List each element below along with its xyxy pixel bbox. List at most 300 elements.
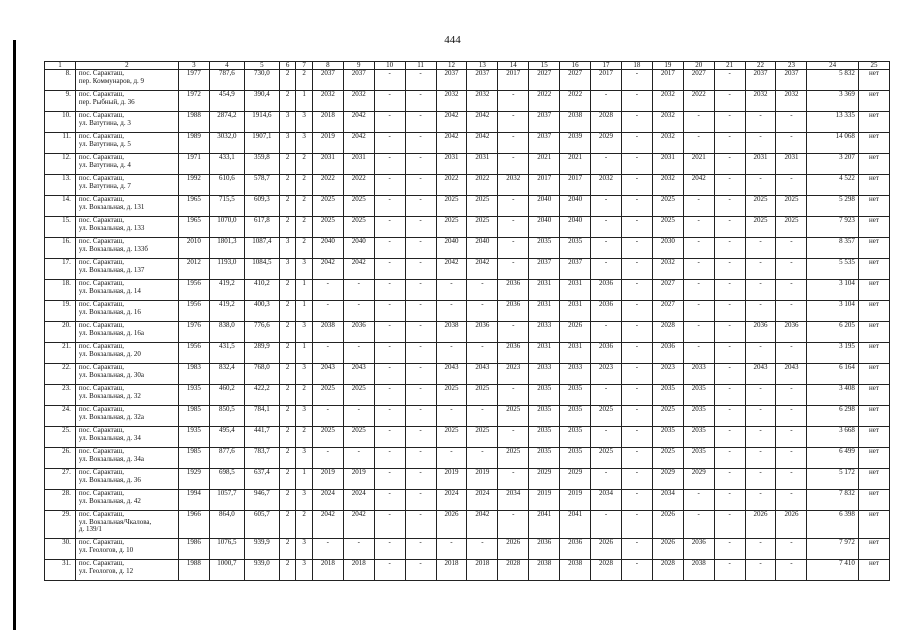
data-cell: - xyxy=(343,406,374,427)
address-cell: пос. Саракташ, ул. Ватутина, д. 7 xyxy=(75,175,178,196)
data-cell: - xyxy=(405,112,436,133)
data-cell: - xyxy=(343,539,374,560)
data-cell: 1 xyxy=(296,301,312,322)
data-cell: 2017 xyxy=(560,175,591,196)
data-cell: 2025 xyxy=(652,196,683,217)
data-cell: 2 xyxy=(279,385,295,406)
data-cell: 2027 xyxy=(652,280,683,301)
data-cell: 1956 xyxy=(178,343,209,364)
data-cell: - xyxy=(683,511,714,539)
data-cell: - xyxy=(591,469,622,490)
data-cell: 2036 xyxy=(591,280,622,301)
data-cell: 1000,7 xyxy=(209,560,244,581)
data-cell: - xyxy=(467,448,498,469)
table-row xyxy=(45,301,890,322)
cost-cell: 6 398 xyxy=(807,511,859,539)
data-cell: 2019 xyxy=(529,490,560,511)
data-cell: 2042 xyxy=(467,259,498,280)
data-cell: 2042 xyxy=(312,511,343,539)
data-cell: 2019 xyxy=(560,490,591,511)
data-cell: - xyxy=(621,427,652,448)
data-cell: 2032 xyxy=(745,91,776,112)
address-cell: пос. Саракташ, пер. Коммунаров, д. 9 xyxy=(75,70,178,91)
data-cell: - xyxy=(374,133,405,154)
data-cell: - xyxy=(436,406,467,427)
column-number: 9 xyxy=(343,62,374,70)
data-cell: - xyxy=(467,539,498,560)
data-cell: 838,0 xyxy=(209,322,244,343)
data-cell: - xyxy=(374,385,405,406)
data-cell: - xyxy=(621,490,652,511)
data-cell: 2025 xyxy=(436,427,467,448)
data-cell: - xyxy=(591,322,622,343)
data-cell: - xyxy=(776,133,807,154)
address-cell: пос. Саракташ, ул. Ватутина, д. 5 xyxy=(75,133,178,154)
data-cell: 419,2 xyxy=(209,301,244,322)
data-cell: 3 xyxy=(296,322,312,343)
data-cell: - xyxy=(621,280,652,301)
data-cell: 2024 xyxy=(343,490,374,511)
data-cell: 768,0 xyxy=(244,364,279,385)
data-cell: 2033 xyxy=(529,322,560,343)
data-cell: 2025 xyxy=(467,196,498,217)
column-number: 13 xyxy=(467,62,498,70)
data-cell: 2025 xyxy=(436,196,467,217)
address-cell: пос. Саракташ, ул. Вокзальная, д. 32 xyxy=(75,385,178,406)
data-cell: - xyxy=(714,406,745,427)
data-cell: - xyxy=(405,469,436,490)
table-row xyxy=(45,322,890,343)
data-cell: - xyxy=(374,511,405,539)
data-cell: 1076,5 xyxy=(209,539,244,560)
data-cell: 2025 xyxy=(312,196,343,217)
data-cell: - xyxy=(745,490,776,511)
data-cell: - xyxy=(374,322,405,343)
data-cell: 2036 xyxy=(343,322,374,343)
data-cell: 2040 xyxy=(560,196,591,217)
data-cell: - xyxy=(405,280,436,301)
table-row xyxy=(45,364,890,385)
data-cell: 776,6 xyxy=(244,322,279,343)
data-cell: 3 xyxy=(296,133,312,154)
data-cell: 1966 xyxy=(178,511,209,539)
cost-cell: 5 832 xyxy=(807,70,859,91)
data-cell: 2025 xyxy=(745,196,776,217)
data-cell: 2022 xyxy=(436,175,467,196)
data-cell: 2041 xyxy=(529,511,560,539)
data-cell: 2031 xyxy=(652,154,683,175)
data-cell: 2039 xyxy=(560,133,591,154)
data-cell: 2032 xyxy=(652,259,683,280)
column-number: 16 xyxy=(560,62,591,70)
table-row xyxy=(45,196,890,217)
data-cell: 2022 xyxy=(529,91,560,112)
page-number: 444 xyxy=(444,34,461,46)
data-cell: 2022 xyxy=(683,91,714,112)
column-number: 23 xyxy=(776,62,807,70)
data-cell: 2033 xyxy=(683,364,714,385)
data-cell: - xyxy=(714,175,745,196)
address-cell: пос. Саракташ, ул. Вокзальная, д. 16 xyxy=(75,301,178,322)
data-cell: 1 xyxy=(296,280,312,301)
data-cell: 2042 xyxy=(436,112,467,133)
data-cell: 850,5 xyxy=(209,406,244,427)
data-cell: - xyxy=(745,238,776,259)
data-cell: 2019 xyxy=(436,469,467,490)
data-cell: - xyxy=(498,322,529,343)
row-number: 14. xyxy=(45,196,76,217)
data-cell: - xyxy=(745,448,776,469)
data-cell: 2042 xyxy=(312,259,343,280)
data-cell: - xyxy=(745,539,776,560)
data-cell: - xyxy=(621,259,652,280)
data-cell: 390,4 xyxy=(244,91,279,112)
row-number: 23. xyxy=(45,385,76,406)
data-cell: 2026 xyxy=(560,322,591,343)
data-cell: 2042 xyxy=(467,112,498,133)
row-number: 16. xyxy=(45,238,76,259)
data-cell: 1956 xyxy=(178,280,209,301)
table-row xyxy=(45,259,890,280)
data-cell: - xyxy=(621,539,652,560)
data-cell: 2032 xyxy=(312,91,343,112)
data-cell: 2033 xyxy=(560,364,591,385)
data-cell: 1965 xyxy=(178,217,209,238)
address-cell: пос. Саракташ, ул. Ватутина, д. 3 xyxy=(75,112,178,133)
data-cell: 877,6 xyxy=(209,448,244,469)
data-cell: 2026 xyxy=(436,511,467,539)
data-cell: - xyxy=(374,560,405,581)
data-cell: - xyxy=(621,112,652,133)
data-cell: 2036 xyxy=(776,322,807,343)
data-cell: 3 xyxy=(296,560,312,581)
column-number: 19 xyxy=(652,62,683,70)
data-cell: - xyxy=(776,112,807,133)
data-cell: 1965 xyxy=(178,196,209,217)
table-row xyxy=(45,175,890,196)
data-cell: - xyxy=(405,217,436,238)
data-cell: - xyxy=(776,238,807,259)
data-cell: 2 xyxy=(279,511,295,539)
cost-cell: 7 410 xyxy=(807,560,859,581)
data-cell: 1972 xyxy=(178,91,209,112)
data-cell: 2024 xyxy=(436,490,467,511)
address-cell: пос. Саракташ, ул. Вокзальная, д. 137 xyxy=(75,259,178,280)
data-cell: 2012 xyxy=(178,259,209,280)
data-cell: 2 xyxy=(279,280,295,301)
data-cell: - xyxy=(312,448,343,469)
data-cell: 1935 xyxy=(178,385,209,406)
data-cell: 2036 xyxy=(498,343,529,364)
data-cell: 2043 xyxy=(312,364,343,385)
table-row xyxy=(45,154,890,175)
data-cell: - xyxy=(467,343,498,364)
data-cell: 1971 xyxy=(178,154,209,175)
data-cell: 2022 xyxy=(467,175,498,196)
data-cell: 2025 xyxy=(652,217,683,238)
data-cell: - xyxy=(343,301,374,322)
data-cell: - xyxy=(374,91,405,112)
row-number: 12. xyxy=(45,154,76,175)
data-cell: - xyxy=(745,175,776,196)
data-cell: 2035 xyxy=(683,427,714,448)
data-cell: 2042 xyxy=(343,112,374,133)
table-row xyxy=(45,238,890,259)
data-cell: - xyxy=(312,539,343,560)
data-cell: - xyxy=(591,259,622,280)
data-cell: 698,5 xyxy=(209,469,244,490)
data-cell: 1084,5 xyxy=(244,259,279,280)
data-cell: 2043 xyxy=(436,364,467,385)
data-cell: 2 xyxy=(279,322,295,343)
data-cell: - xyxy=(714,301,745,322)
data-cell: 2043 xyxy=(467,364,498,385)
data-cell: 433,1 xyxy=(209,154,244,175)
data-cell: 419,2 xyxy=(209,280,244,301)
column-number: 12 xyxy=(436,62,467,70)
data-cell: 2025 xyxy=(312,385,343,406)
data-cell: - xyxy=(467,406,498,427)
data-cell: 2 xyxy=(296,154,312,175)
data-cell: 2037 xyxy=(529,133,560,154)
data-cell: 2037 xyxy=(467,70,498,91)
row-number: 28. xyxy=(45,490,76,511)
data-cell: - xyxy=(683,259,714,280)
data-cell: 2028 xyxy=(498,560,529,581)
data-cell: 2037 xyxy=(745,70,776,91)
data-cell: 2025 xyxy=(498,406,529,427)
data-cell: - xyxy=(683,217,714,238)
address-cell: пос. Саракташ, ул. Вокзальная, д. 14 xyxy=(75,280,178,301)
data-cell: 2874,2 xyxy=(209,112,244,133)
data-cell: - xyxy=(776,385,807,406)
data-cell: 2025 xyxy=(467,217,498,238)
data-cell: - xyxy=(745,406,776,427)
data-cell: 3 xyxy=(279,259,295,280)
data-cell: - xyxy=(714,343,745,364)
cost-cell: 6 298 xyxy=(807,406,859,427)
cost-cell: 3 104 xyxy=(807,280,859,301)
data-cell: - xyxy=(776,175,807,196)
data-cell: нет xyxy=(858,280,889,301)
data-cell: 2032 xyxy=(343,91,374,112)
cost-cell: 5 535 xyxy=(807,259,859,280)
data-cell: - xyxy=(405,364,436,385)
data-cell: - xyxy=(374,175,405,196)
data-cell: 495,4 xyxy=(209,427,244,448)
column-number: 22 xyxy=(745,62,776,70)
data-cell: - xyxy=(621,469,652,490)
data-cell: 2025 xyxy=(343,217,374,238)
data-cell: - xyxy=(436,539,467,560)
data-cell: 3 xyxy=(296,406,312,427)
data-cell: 2038 xyxy=(560,560,591,581)
cost-cell: 4 522 xyxy=(807,175,859,196)
data-cell: 2037 xyxy=(529,112,560,133)
data-cell: - xyxy=(714,448,745,469)
data-cell: 1985 xyxy=(178,406,209,427)
data-cell: 2040 xyxy=(467,238,498,259)
data-cell: 609,3 xyxy=(244,196,279,217)
data-cell: - xyxy=(374,469,405,490)
data-cell: - xyxy=(714,364,745,385)
data-cell: - xyxy=(405,196,436,217)
data-cell: 637,4 xyxy=(244,469,279,490)
data-cell: - xyxy=(498,511,529,539)
data-cell: нет xyxy=(858,490,889,511)
data-cell: 1983 xyxy=(178,364,209,385)
data-cell: - xyxy=(683,322,714,343)
data-cell: - xyxy=(714,133,745,154)
data-cell: - xyxy=(591,154,622,175)
data-cell: 2017 xyxy=(529,175,560,196)
data-cell: 1976 xyxy=(178,322,209,343)
data-cell: 2032 xyxy=(467,91,498,112)
data-cell: - xyxy=(374,406,405,427)
data-cell: 2038 xyxy=(436,322,467,343)
data-cell: - xyxy=(776,560,807,581)
cost-cell: 13 335 xyxy=(807,112,859,133)
data-cell: - xyxy=(683,133,714,154)
data-cell: 783,7 xyxy=(244,448,279,469)
data-cell: 2027 xyxy=(560,70,591,91)
data-cell: 2040 xyxy=(312,238,343,259)
data-cell: нет xyxy=(858,238,889,259)
data-cell: нет xyxy=(858,133,889,154)
data-cell: - xyxy=(621,448,652,469)
cost-cell: 3 207 xyxy=(807,154,859,175)
data-cell: 1988 xyxy=(178,560,209,581)
table-row xyxy=(45,539,890,560)
data-cell: - xyxy=(714,511,745,539)
data-cell: 2031 xyxy=(560,301,591,322)
table-row xyxy=(45,133,890,154)
column-number: 1 xyxy=(45,62,76,70)
cost-cell: 6 164 xyxy=(807,364,859,385)
data-cell: 2026 xyxy=(498,539,529,560)
data-cell: 832,4 xyxy=(209,364,244,385)
column-number: 18 xyxy=(621,62,652,70)
data-cell: - xyxy=(776,490,807,511)
data-cell: 939,0 xyxy=(244,560,279,581)
data-cell: 2037 xyxy=(529,259,560,280)
data-cell: - xyxy=(745,427,776,448)
data-cell: - xyxy=(776,259,807,280)
data-cell: - xyxy=(776,280,807,301)
table-row xyxy=(45,217,890,238)
data-cell: 2036 xyxy=(652,343,683,364)
data-cell: 400,3 xyxy=(244,301,279,322)
data-cell: - xyxy=(714,70,745,91)
data-cell: 2031 xyxy=(560,343,591,364)
data-cell: 2023 xyxy=(591,364,622,385)
data-cell: - xyxy=(714,154,745,175)
data-cell: - xyxy=(498,133,529,154)
data-cell: - xyxy=(498,469,529,490)
data-cell: 2023 xyxy=(498,364,529,385)
data-cell: - xyxy=(374,112,405,133)
data-cell: - xyxy=(343,343,374,364)
row-number: 8. xyxy=(45,70,76,91)
data-cell: 3 xyxy=(279,133,295,154)
data-cell: 1087,4 xyxy=(244,238,279,259)
cost-cell: 7 972 xyxy=(807,539,859,560)
data-cell: 2031 xyxy=(529,280,560,301)
data-cell: 2 xyxy=(279,217,295,238)
data-cell: - xyxy=(374,490,405,511)
data-cell: 2037 xyxy=(436,70,467,91)
table-row xyxy=(45,427,890,448)
address-cell: пос. Саракташ, ул. Вокзальная/Чкалова, д. 139/1 xyxy=(75,511,178,539)
data-cell: 1 xyxy=(296,469,312,490)
data-cell: нет xyxy=(858,406,889,427)
data-cell: 2043 xyxy=(745,364,776,385)
data-cell: - xyxy=(405,238,436,259)
row-number: 9. xyxy=(45,91,76,112)
data-cell: 2035 xyxy=(529,238,560,259)
data-cell: 2025 xyxy=(312,427,343,448)
data-cell: нет xyxy=(858,469,889,490)
data-cell: 2034 xyxy=(498,490,529,511)
data-cell: - xyxy=(745,280,776,301)
table-row xyxy=(45,511,890,539)
row-number: 20. xyxy=(45,322,76,343)
data-cell: 730,0 xyxy=(244,70,279,91)
data-cell: - xyxy=(714,490,745,511)
data-cell: 2037 xyxy=(343,70,374,91)
data-cell: 2042 xyxy=(467,511,498,539)
data-cell: - xyxy=(374,427,405,448)
row-number: 19. xyxy=(45,301,76,322)
data-cell: 2 xyxy=(279,70,295,91)
data-cell: 1907,1 xyxy=(244,133,279,154)
data-cell: 2036 xyxy=(683,539,714,560)
data-cell: 3 xyxy=(279,112,295,133)
column-number: 6 xyxy=(279,62,295,70)
table-row xyxy=(45,490,890,511)
data-cell: - xyxy=(498,217,529,238)
data-cell: 2037 xyxy=(312,70,343,91)
data-cell: нет xyxy=(858,343,889,364)
data-cell: 2034 xyxy=(652,490,683,511)
row-number: 30. xyxy=(45,539,76,560)
data-cell: 2038 xyxy=(312,322,343,343)
data-cell: 2035 xyxy=(560,385,591,406)
data-cell: 2018 xyxy=(312,112,343,133)
data-cell: 2036 xyxy=(591,301,622,322)
data-cell: 2021 xyxy=(683,154,714,175)
data-cell: 2031 xyxy=(560,280,591,301)
data-cell: 2 xyxy=(279,154,295,175)
data-cell: - xyxy=(714,560,745,581)
data-cell: - xyxy=(621,406,652,427)
data-cell: 2 xyxy=(296,385,312,406)
data-cell: 2036 xyxy=(467,322,498,343)
data-cell: - xyxy=(621,364,652,385)
row-number: 25. xyxy=(45,427,76,448)
data-cell: нет xyxy=(858,217,889,238)
data-cell: нет xyxy=(858,539,889,560)
data-cell: - xyxy=(776,406,807,427)
data-cell: - xyxy=(621,560,652,581)
data-cell: - xyxy=(405,427,436,448)
data-cell: - xyxy=(374,280,405,301)
data-cell: 2036 xyxy=(529,539,560,560)
data-cell: 2028 xyxy=(652,560,683,581)
data-cell: нет xyxy=(858,91,889,112)
data-cell: нет xyxy=(858,385,889,406)
data-cell: - xyxy=(312,406,343,427)
